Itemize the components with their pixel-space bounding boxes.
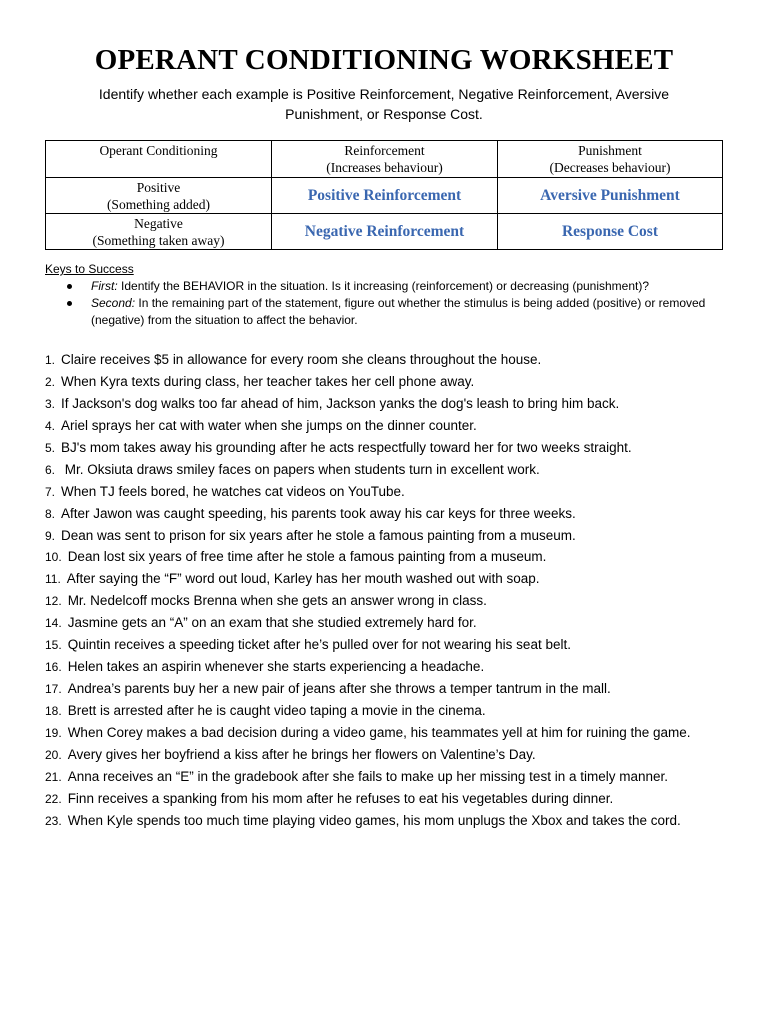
item-number: 19. xyxy=(45,725,62,740)
item-text: Claire receives $5 in allowance for every room she cleans throughout the house. xyxy=(61,352,542,367)
item-text: Finn receives a spanking from his mom after he refuses to eat his vegetables during dinner. xyxy=(67,790,614,806)
item-text: Quintin receives a speeding ticket after he’s pulled over for not wearing his seat belt. xyxy=(67,637,571,653)
row-label-negative xyxy=(46,214,272,250)
item-number: 2. xyxy=(45,374,56,389)
row-label-negative-note: (Something taken away) xyxy=(92,232,225,248)
keys-to-success xyxy=(45,261,735,329)
item-text: Dean was sent to prison for six years after he stole a famous painting from a museum. xyxy=(61,527,576,543)
cell-response-cost xyxy=(498,214,723,250)
table-row-positive xyxy=(46,178,723,214)
item-number: 5. xyxy=(45,440,56,455)
list-item xyxy=(45,722,745,744)
item-number: 16. xyxy=(45,660,62,675)
list-item xyxy=(45,678,745,700)
cell-positive-reinforcement xyxy=(272,178,498,214)
example-list xyxy=(45,349,745,832)
item-text: When Corey makes a bad decision during a video game, his teammates yell at him for ruining the game. xyxy=(67,724,691,740)
item-text: Mr. Nedelcoff mocks Brenna when she gets an answer wrong in class. xyxy=(67,593,487,609)
row-label-negative-title: Negative xyxy=(134,215,183,231)
keys-heading: Keys to Success xyxy=(45,262,134,276)
header-punishment xyxy=(498,141,723,178)
list-item xyxy=(45,393,745,415)
key-second-label: Second: xyxy=(91,296,136,310)
cell-aversive-punishment xyxy=(498,178,723,214)
keys-list xyxy=(45,278,735,329)
item-text: Ariel sprays her cat with water when she jumps on the dinner counter. xyxy=(61,417,477,433)
item-text: If Jackson's dog walks too far ahead of him, Jackson yanks the dog's leash to bring him back. xyxy=(61,395,620,411)
list-item xyxy=(45,437,745,459)
key-second-text: In the remaining part of the statement, figure out whether the stimulus is being added (positive) or removed (negative) from the situation to affect the behavior. xyxy=(91,296,706,327)
header-punishment-note: (Decreases behaviour) xyxy=(549,160,671,175)
item-text: Brett is arrested after he is caught video taping a movie in the cinema. xyxy=(67,703,486,718)
table-header-row xyxy=(46,141,723,178)
list-item xyxy=(45,546,745,568)
key-first xyxy=(65,278,735,295)
list-item xyxy=(45,459,745,481)
header-operant-conditioning xyxy=(46,141,272,178)
item-number: 8. xyxy=(45,506,56,521)
item-number: 14. xyxy=(45,616,62,631)
item-text: Avery gives her boyfriend a kiss after he brings her flowers on Valentine’s Day. xyxy=(67,746,536,762)
row-label-positive xyxy=(46,178,272,214)
item-text: Helen takes an aspirin whenever she starts experiencing a headache. xyxy=(67,659,485,675)
item-number: 21. xyxy=(45,769,62,784)
list-item xyxy=(45,503,745,525)
row-label-positive-title: Positive xyxy=(136,179,181,195)
item-text: After Jawon was caught speeding, his parents took away his car keys for three weeks. xyxy=(61,505,576,521)
list-item xyxy=(45,590,745,612)
list-item xyxy=(45,766,745,788)
item-text: After saying the “F” word out loud, Karley has her mouth washed out with soap. xyxy=(66,571,540,587)
item-number: 10. xyxy=(45,550,62,565)
header-reinforcement-label: Reinforcement xyxy=(344,143,425,158)
item-number: 11. xyxy=(45,572,61,587)
item-text: When TJ feels bored, he watches cat videos on YouTube. xyxy=(61,483,405,499)
list-item xyxy=(45,744,745,766)
item-text: Anna receives an “E” in the gradebook after she fails to make up her missing test in a timely manner. xyxy=(67,768,668,784)
item-number: 12. xyxy=(45,594,62,609)
item-number: 1. xyxy=(45,353,56,367)
item-number: 9. xyxy=(45,528,56,543)
item-number: 4. xyxy=(45,418,56,433)
item-text: When Kyra texts during class, her teacher takes her cell phone away. xyxy=(61,373,475,389)
worksheet-title: OPERANT CONDITIONING WORKSHEET xyxy=(94,44,674,76)
key-first-text: Identify the BEHAVIOR in the situation. Is it increasing (reinforcement) or decreasing (punishment)? xyxy=(117,279,650,293)
item-number: 7. xyxy=(45,484,56,499)
list-item xyxy=(45,634,745,656)
item-number: 18. xyxy=(45,704,62,718)
item-number: 15. xyxy=(45,638,62,653)
operant-conditioning-table xyxy=(45,140,723,250)
item-text: BJ's mom takes away his grounding after he acts respectfully toward her for two weeks straight. xyxy=(61,439,632,455)
list-item xyxy=(45,481,745,503)
key-first-label: First: xyxy=(91,279,118,293)
cell-negative-reinforcement xyxy=(272,214,498,250)
item-number: 23. xyxy=(45,813,62,828)
item-number: 22. xyxy=(45,791,62,806)
key-second xyxy=(65,295,735,329)
item-number: 20. xyxy=(45,747,62,762)
header-punishment-label: Punishment xyxy=(578,143,642,158)
item-text: When Kyle spends too much time playing video games, his mom unplugs the Xbox and takes the cord. xyxy=(67,812,681,828)
item-text: Andrea’s parents buy her a new pair of jeans after she throws a temper tantrum in the mall. xyxy=(67,681,611,697)
item-number: 6. xyxy=(45,462,56,477)
list-item xyxy=(45,349,745,371)
item-text: Jasmine gets an “A” on an exam that she studied extremely hard for. xyxy=(67,615,477,631)
answer-response-cost: Response Cost xyxy=(561,223,659,240)
header-col1-label: Operant Conditioning xyxy=(99,143,218,158)
list-item xyxy=(45,612,745,634)
answer-negative-reinforcement: Negative Reinforcement xyxy=(304,223,465,240)
worksheet-instructions: Identify whether each example is Positive Reinforcement, Negative Reinforcement, Aversive Punishment, or Response Cost. xyxy=(98,86,670,122)
list-item xyxy=(45,415,745,437)
item-text: Mr. Oksiuta draws smiley faces on papers when students turn in excellent work. xyxy=(61,461,540,477)
item-number: 17. xyxy=(45,682,62,697)
list-item xyxy=(45,371,745,393)
row-label-positive-note: (Something added) xyxy=(106,196,211,212)
item-number: 3. xyxy=(45,396,56,411)
item-text: Dean lost six years of free time after he stole a famous painting from a museum. xyxy=(67,549,547,565)
table-row-negative xyxy=(46,214,723,250)
list-item xyxy=(45,568,745,590)
header-reinforcement xyxy=(272,141,498,178)
list-item xyxy=(45,788,745,810)
list-item xyxy=(45,810,745,832)
header-reinforcement-note: (Increases behaviour) xyxy=(326,160,443,175)
list-item xyxy=(45,525,745,547)
answer-positive-reinforcement: Positive Reinforcement xyxy=(307,187,462,204)
answer-aversive-punishment: Aversive Punishment xyxy=(540,187,680,204)
list-item xyxy=(45,656,745,678)
list-item xyxy=(45,700,745,722)
